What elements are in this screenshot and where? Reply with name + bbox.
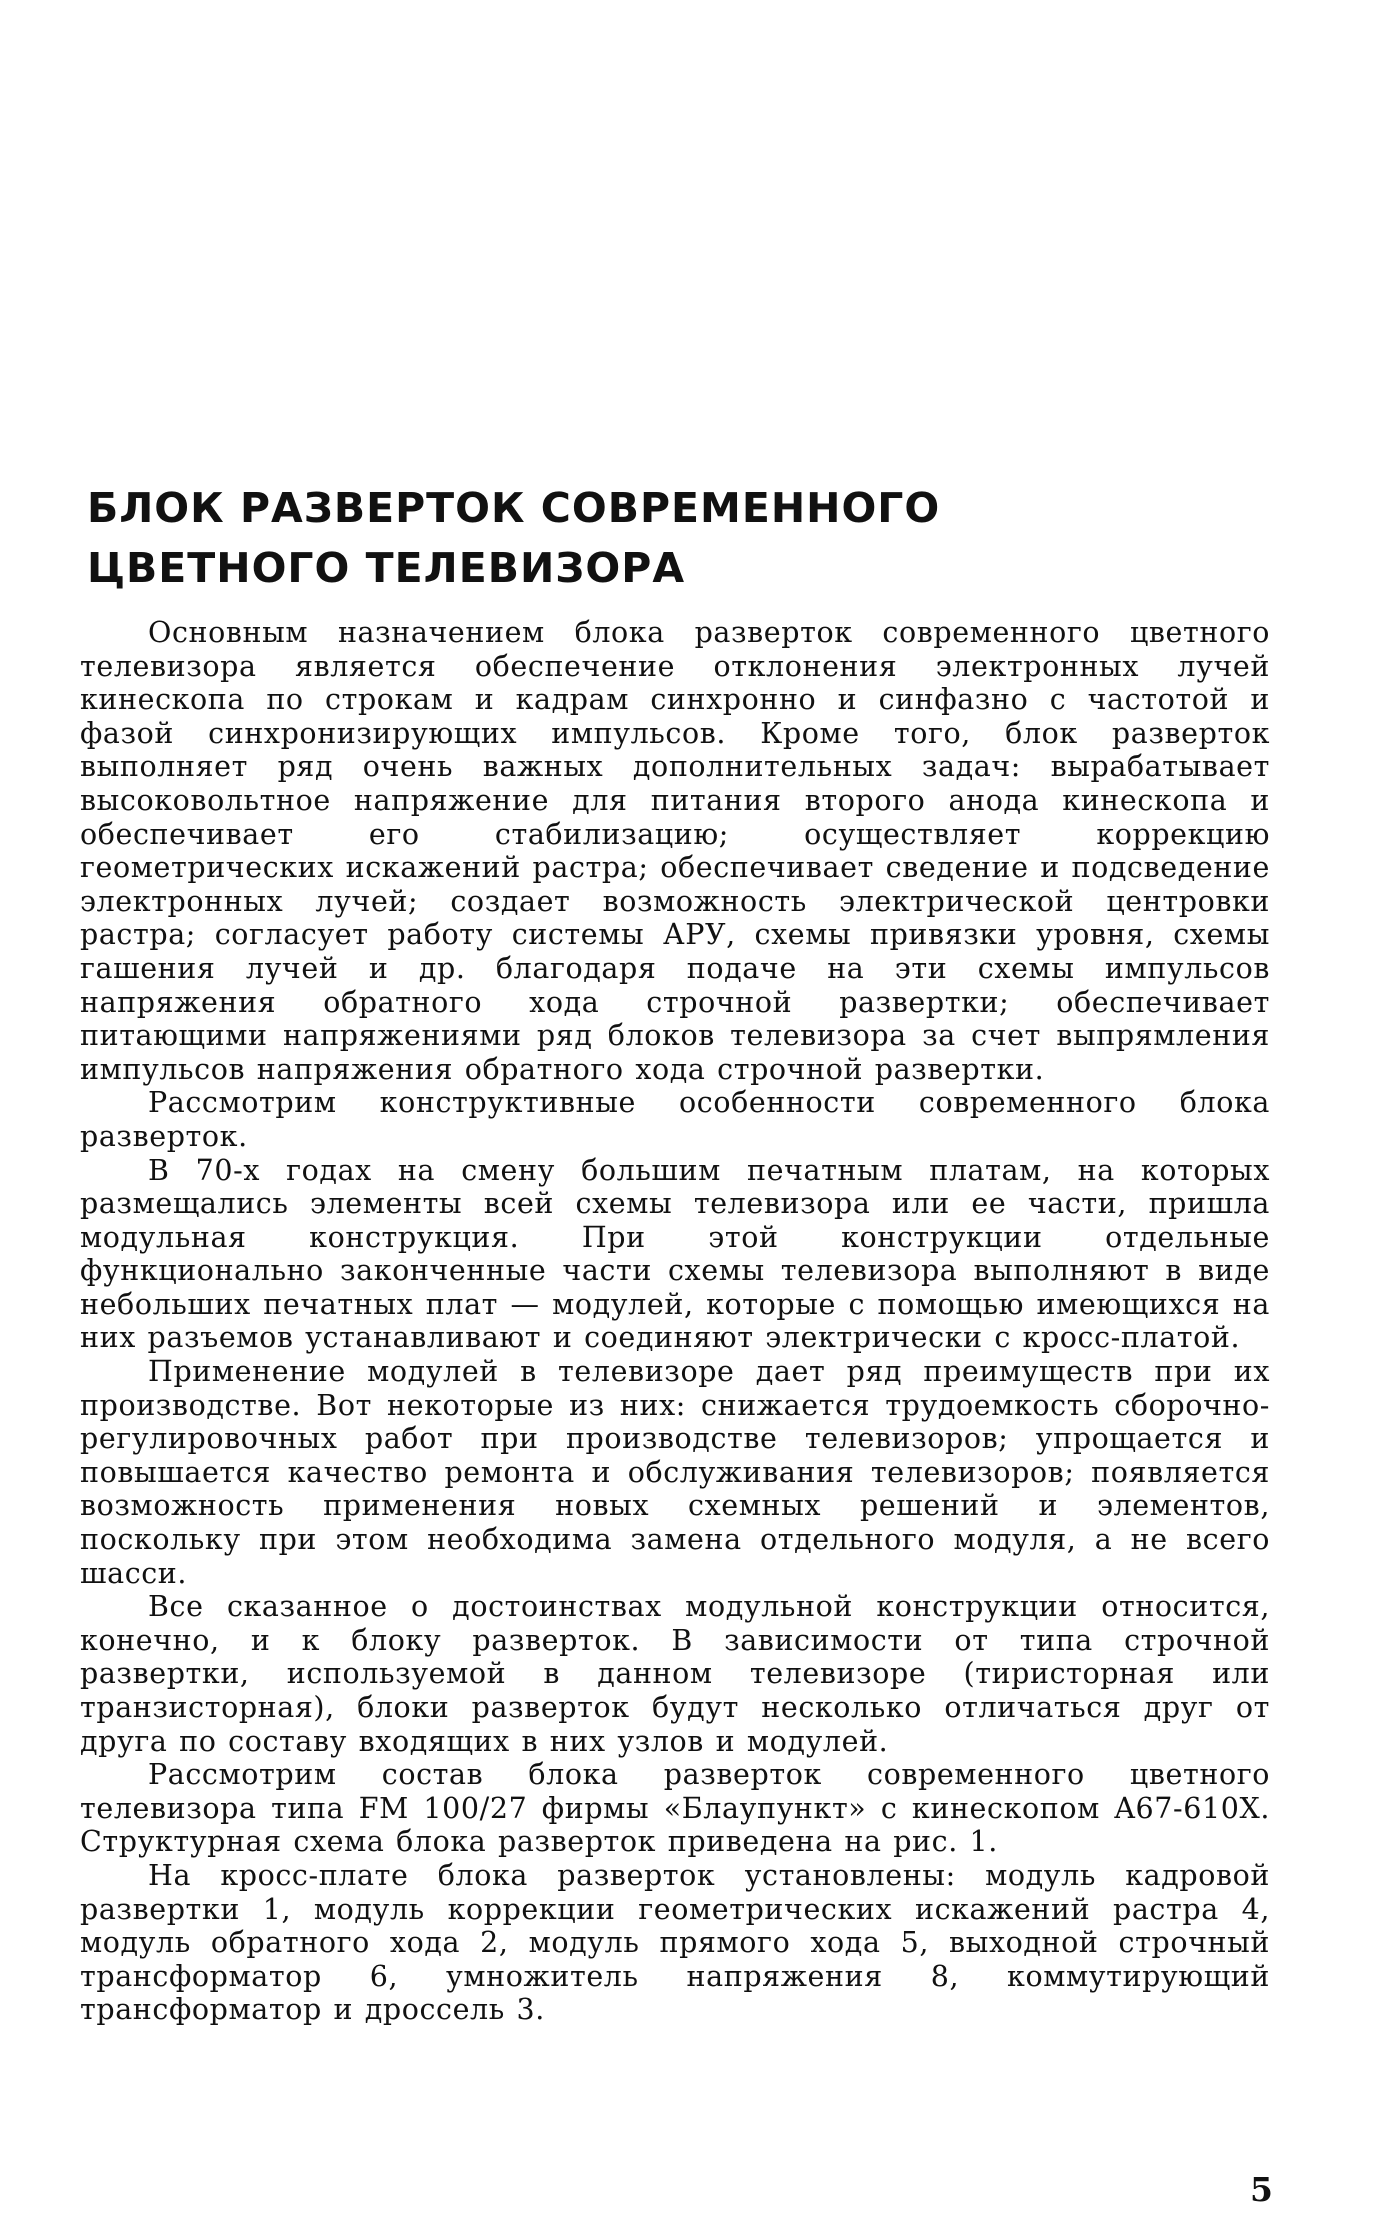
chapter-title-line-1: БЛОК РАЗВЕРТОК СОВРЕМЕННОГО	[87, 484, 941, 532]
chapter-title	[87, 478, 1287, 598]
paragraph: На кросс-плате блока разверток установлены: модуль кадровой развертки 1, модуль коррекции геометрических искажений растра 4, модуль обратного хода 2, модуль прямого хода 5, выходной строчный трансформатор 6, умножитель напряжения 8, коммутирующий трансформатор и дроссель 3.	[80, 1858, 1270, 2027]
body-text	[80, 616, 1270, 2027]
paragraph: Все сказанное о достоинствах модульной конструкции относится, конечно, и к блоку разверток. В зависимости от типа строчной развертки, используемой в данном телевизоре (тиристорная или транзисторная), блоки разверток будут несколько отличаться друг от друга по составу входящих в них узлов и модулей.	[80, 1590, 1270, 1758]
paragraph: Основным назначением блока разверток современного цветного телевизора является обеспечение отклонения электронных лучей кинескопа по строкам и кадрам синхронно и синфазно с частотой и фазой синхронизирующих импульсов. Кроме того, блок разверток выполняет ряд очень важных дополнительных задач: вырабатывает высоковольтное напряжение для питания второго анода кинескопа и обеспечивает его стабилизацию; осуществляет коррекцию геометрических искажений растра; обеспечивает сведение и подсведение электронных лучей; создает возможность электрической центровки растра; согласует работу системы АРУ, схемы привязки уровня, схемы гашения лучей и др. благодаря подаче на эти схемы импульсов напряжения обратного хода строчной развертки; обеспечивает питающими напряжениями ряд блоков телевизора за счет выпрямления импульсов напряжения обратного хода строчной развертки.	[80, 616, 1270, 1086]
paragraph: Применение модулей в телевизоре дает ряд преимуществ при их производстве. Вот некоторые из них: снижается трудоемкость сборочно-регулировочных работ при производстве телевизоров; упрощается и повышается качество ремонта и обслуживания телевизоров; появляется возможность применения новых схемных решений и элементов, поскольку при этом необходима замена отдельного модуля, а не всего шасси.	[80, 1355, 1270, 1590]
paragraph: Рассмотрим конструктивные особенности современного блока разверток.	[80, 1086, 1270, 1153]
paragraph: В 70-х годах на смену большим печатным платам, на которых размещались элементы всей схемы телевизора или ее части, пришла модульная конструкция. При этой конструкции отдельные функционально законченные части схемы телевизора выполняют в виде небольших печатных плат — модулей, которые с помощью имеющихся на них разъемов устанавливают и соединяют электрически с кросс-платой.	[80, 1153, 1270, 1355]
chapter-title-line-2: ЦВЕТНОГО ТЕЛЕВИЗОРА	[87, 544, 686, 592]
page-number: 5	[1250, 2170, 1273, 2209]
paragraph: Рассмотрим состав блока разверток современного цветного телевизора типа FM 100/27 фирмы «Блаупункт» с кинескопом A67-610X. Структурная схема блока разверток приведена на рис. 1.	[80, 1758, 1270, 1859]
